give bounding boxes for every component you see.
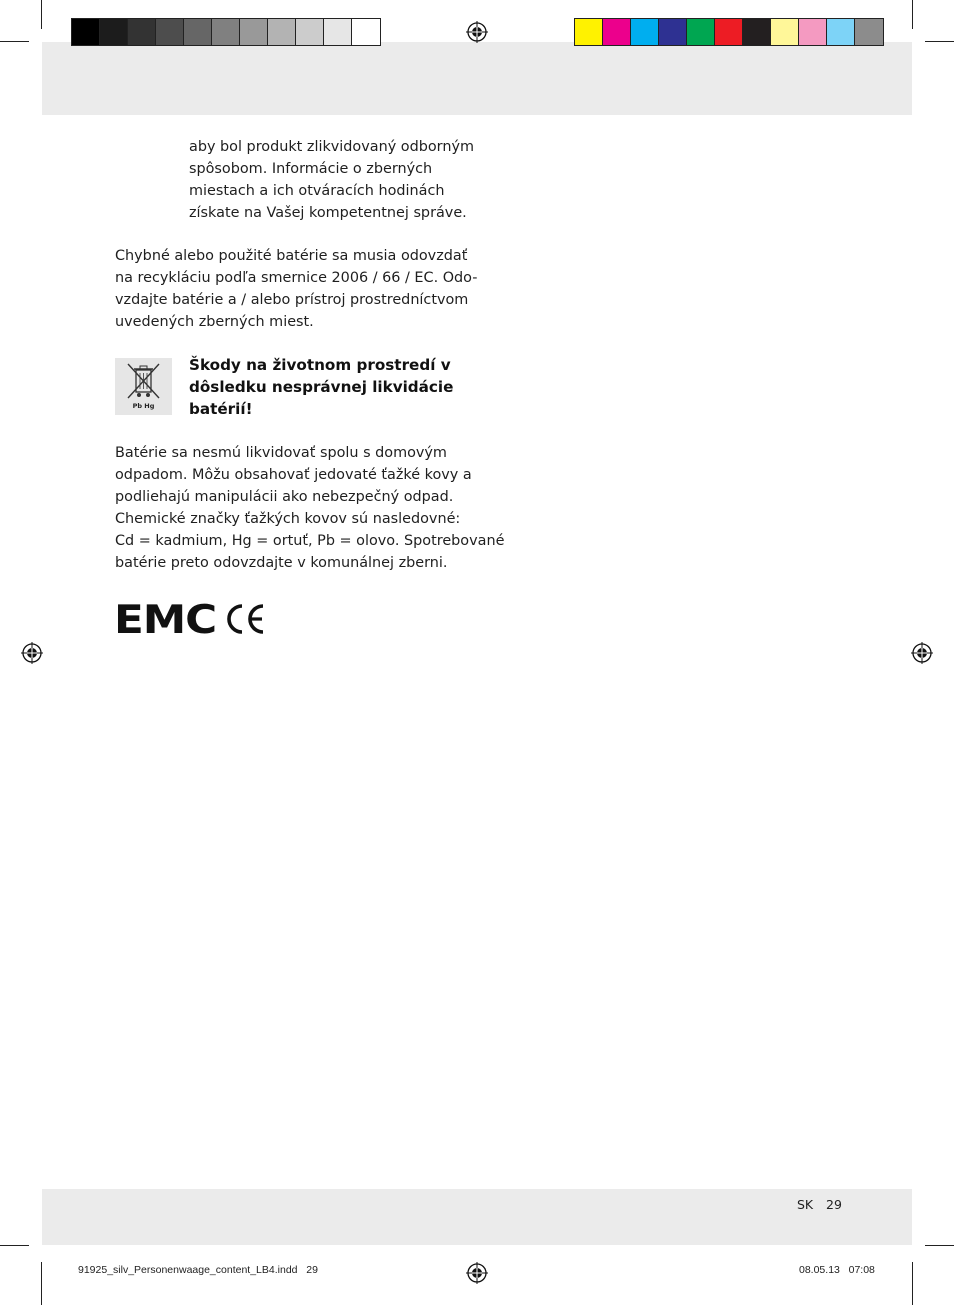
color-swatch: [240, 19, 268, 45]
color-swatch: [743, 19, 771, 45]
color-swatch: [827, 19, 855, 45]
footer-language: SK: [797, 1197, 814, 1212]
text-line: spôsobom. Informácie o zberných: [189, 161, 433, 177]
heading-line: dôsledku nesprávnej likvidácie: [189, 378, 454, 396]
color-swatch: [268, 19, 296, 45]
crop-mark: [41, 1262, 42, 1305]
text-line: získate na Vašej kompetentnej správe.: [189, 205, 467, 221]
color-swatch: [715, 19, 743, 45]
slug-date: 08.05.13 07:08: [799, 1264, 875, 1276]
text-line: na recykláciu podľa smernice 2006 / 66 / EC. Odo-: [115, 270, 478, 286]
page-number: 29: [826, 1197, 842, 1212]
color-swatch: [212, 19, 240, 45]
disposal-paragraph: [189, 136, 474, 224]
color-swatch: [659, 19, 687, 45]
color-swatch: [687, 19, 715, 45]
color-swatch: [799, 19, 827, 45]
color-control-bar: [574, 18, 884, 46]
text-line: Cd = kadmium, Hg = ortuť, Pb = olovo. Spotrebované: [115, 533, 505, 549]
heading-line: Škody na životnom prostredí v: [189, 356, 451, 374]
crop-mark: [41, 0, 42, 29]
registration-mark-icon: [21, 642, 43, 664]
text-line: podliehajú manipulácii ako nebezpečný odpad.: [115, 489, 454, 505]
battery-recycling-paragraph: [115, 245, 477, 333]
slug-filename: 91925_silv_Personenwaage_content_LB4.indd 29: [78, 1264, 318, 1276]
color-swatch: [156, 19, 184, 45]
header-band: [42, 42, 912, 115]
grayscale-control-bar: [71, 18, 381, 46]
color-swatch: [631, 19, 659, 45]
registration-mark-icon: [466, 1262, 488, 1284]
crop-mark: [912, 1262, 913, 1305]
crop-mark: [912, 0, 913, 29]
color-swatch: [184, 19, 212, 45]
warning-heading: [189, 354, 453, 420]
heading-line: batérií!: [189, 400, 253, 418]
crop-mark: [925, 41, 954, 42]
text-line: vzdajte batérie a / alebo prístroj prostredníctvom: [115, 292, 469, 308]
color-swatch: [352, 19, 380, 45]
text-line: miestach a ich otváracích hodinách: [189, 183, 445, 199]
color-swatch: [72, 19, 100, 45]
color-swatch: [128, 19, 156, 45]
registration-mark-icon: [911, 642, 933, 664]
text-line: odpadom. Môžu obsahovať jedovaté ťažké kovy a: [115, 467, 472, 483]
text-line: Batérie sa nesmú likvidovať spolu s domovým: [115, 445, 447, 461]
registration-mark-icon: [466, 21, 488, 43]
text-line: batérie preto odovzdajte v komunálnej zberni.: [115, 555, 448, 571]
crop-mark: [0, 41, 29, 42]
text-line: aby bol produkt zlikvidovaný odborným: [189, 139, 474, 155]
color-swatch: [296, 19, 324, 45]
text-line: uvedených zberných miest.: [115, 314, 314, 330]
bin-icon-label: Pb Hg: [132, 402, 155, 410]
color-swatch: [100, 19, 128, 45]
heavy-metals-paragraph: [115, 442, 504, 574]
text-line: Chybné alebo použité batérie sa musia odovzdať: [115, 248, 468, 264]
ce-mark-icon: [224, 602, 266, 636]
footer-band: [42, 1189, 912, 1245]
color-swatch: [324, 19, 352, 45]
color-swatch: [855, 19, 883, 45]
emc-mark: EMC: [114, 598, 217, 643]
text-line: Chemické značky ťažkých kovov sú nasledovné:: [115, 511, 461, 527]
color-swatch: [575, 19, 603, 45]
crossed-bin-icon: [115, 358, 172, 415]
color-swatch: [603, 19, 631, 45]
crop-mark: [0, 1245, 29, 1246]
crop-mark: [925, 1245, 954, 1246]
color-swatch: [771, 19, 799, 45]
